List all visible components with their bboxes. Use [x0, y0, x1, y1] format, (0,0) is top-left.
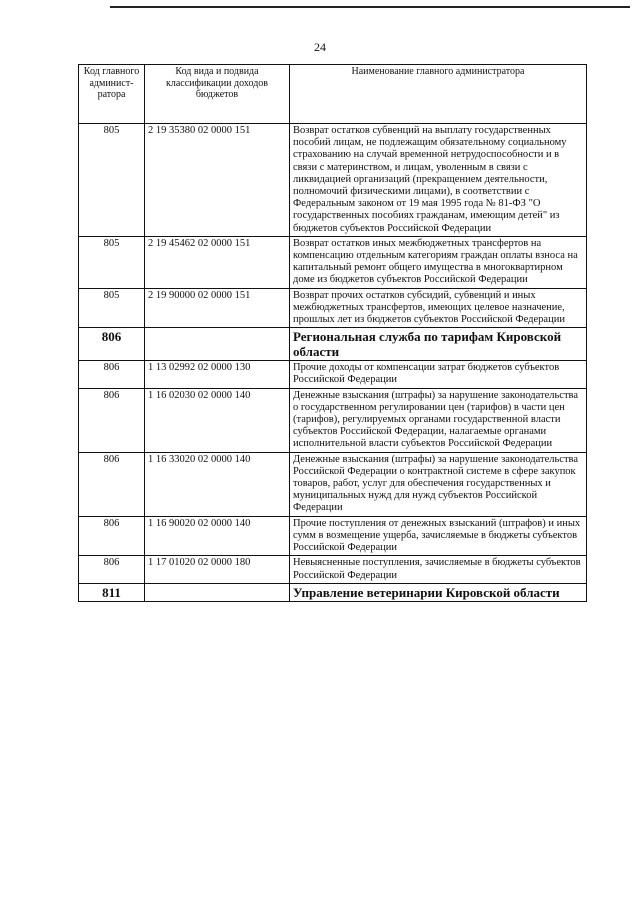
table-header-row: [79, 65, 587, 124]
classification-code-cell: [145, 583, 290, 601]
classification-code-cell: 1 16 02030 02 0000 140: [145, 388, 290, 452]
table-row: [79, 124, 587, 237]
admin-name-cell: Возврат остатков иных межбюджетных трансфертов на компенсацию отдельным категориям граждан оплаты взноса на капитальный ремонт общего имущества в многоквартирном доме из бюджетов субъектов Российской Федерации: [290, 236, 587, 288]
page-number: 24: [314, 40, 326, 54]
table-row: [79, 452, 587, 516]
classification-code-cell: 1 17 01020 02 0000 180: [145, 556, 290, 583]
top-rule: [110, 6, 630, 8]
classification-code-cell: [145, 328, 290, 361]
admin-name-cell: Прочие доходы от компенсации затрат бюджетов субъектов Российской Федерации: [290, 361, 587, 388]
table-row: [79, 516, 587, 556]
admin-name-cell: Прочие поступления от денежных взысканий (штрафов) и иных сумм в возмещение ущерба, зачисляемые в бюджеты субъектов Российской Федерации: [290, 516, 587, 556]
admin-name-cell: Невыясненные поступления, зачисляемые в бюджеты субъектов Российской Федерации: [290, 556, 587, 583]
classification-code-cell: 2 19 90000 02 0000 151: [145, 288, 290, 328]
admin-name-cell: Управление ветеринарии Кировской области: [290, 583, 587, 601]
admin-name-cell: Региональная служба по тарифам Кировской области: [290, 328, 587, 361]
header-admin-code: Код главного админист-ратора: [79, 65, 145, 124]
table-row: [79, 236, 587, 288]
admin-code-cell: 806: [79, 516, 145, 556]
classification-code-cell: 1 16 90020 02 0000 140: [145, 516, 290, 556]
classification-code-cell: 2 19 35380 02 0000 151: [145, 124, 290, 237]
admin-heading-row: [79, 583, 587, 601]
admin-name-cell: Возврат прочих остатков субсидий, субвенций и иных межбюджетных трансфертов, имеющих целевое назначение, прошлых лет из бюджетов субъектов Российской Федерации: [290, 288, 587, 328]
classification-code-cell: 2 19 45462 02 0000 151: [145, 236, 290, 288]
admin-code-cell: 806: [79, 328, 145, 361]
admin-code-cell: 806: [79, 452, 145, 516]
admin-name-cell: Денежные взыскания (штрафы) за нарушение законодательства Российской Федерации о контрактной системе в сфере закупок товаров, работ, услуг для обеспечения государственных и муниципальных нужд для нужд субъектов Российской Федерации: [290, 452, 587, 516]
table-row: [79, 388, 587, 452]
admin-name-cell: Возврат остатков субвенций на выплату государственных пособий лицам, не подлежащим обязательному социальному страхованию на случай временной нетрудоспособности и в связи с материнством, и лицам, уволенным в связи с ликвидацией организаций (прекращением деятельности, полномочий физическими лицами), в соответствии с Федеральным законом от 19 мая 1995 года № 81-ФЗ "О государственных пособиях гражданам, имеющим детей" из бюджетов субъектов Российской Федерации: [290, 124, 587, 237]
admin-code-cell: 806: [79, 361, 145, 388]
admin-code-cell: 811: [79, 583, 145, 601]
admin-code-cell: 806: [79, 388, 145, 452]
admin-heading-row: [79, 328, 587, 361]
admin-code-cell: 806: [79, 556, 145, 583]
table-row: [79, 361, 587, 388]
admin-code-cell: 805: [79, 236, 145, 288]
header-classification-code: Код вида и подвида классификации доходов бюджетов: [145, 65, 290, 124]
admin-code-cell: 805: [79, 288, 145, 328]
table-row: [79, 288, 587, 328]
revenue-administrators-table: [78, 64, 587, 602]
header-admin-name: Наименование главного администратора: [290, 65, 587, 124]
admin-code-cell: 805: [79, 124, 145, 237]
classification-code-cell: 1 16 33020 02 0000 140: [145, 452, 290, 516]
table-row: [79, 556, 587, 583]
admin-name-cell: Денежные взыскания (штрафы) за нарушение законодательства о государственном регулировании цен (тарифов) в части цен (тарифов), регулируемых органами государственной власти субъектов Российской Федерации, налагаемые органами исполнительной власти субъектов Российской Федерации: [290, 388, 587, 452]
classification-code-cell: 1 13 02992 02 0000 130: [145, 361, 290, 388]
